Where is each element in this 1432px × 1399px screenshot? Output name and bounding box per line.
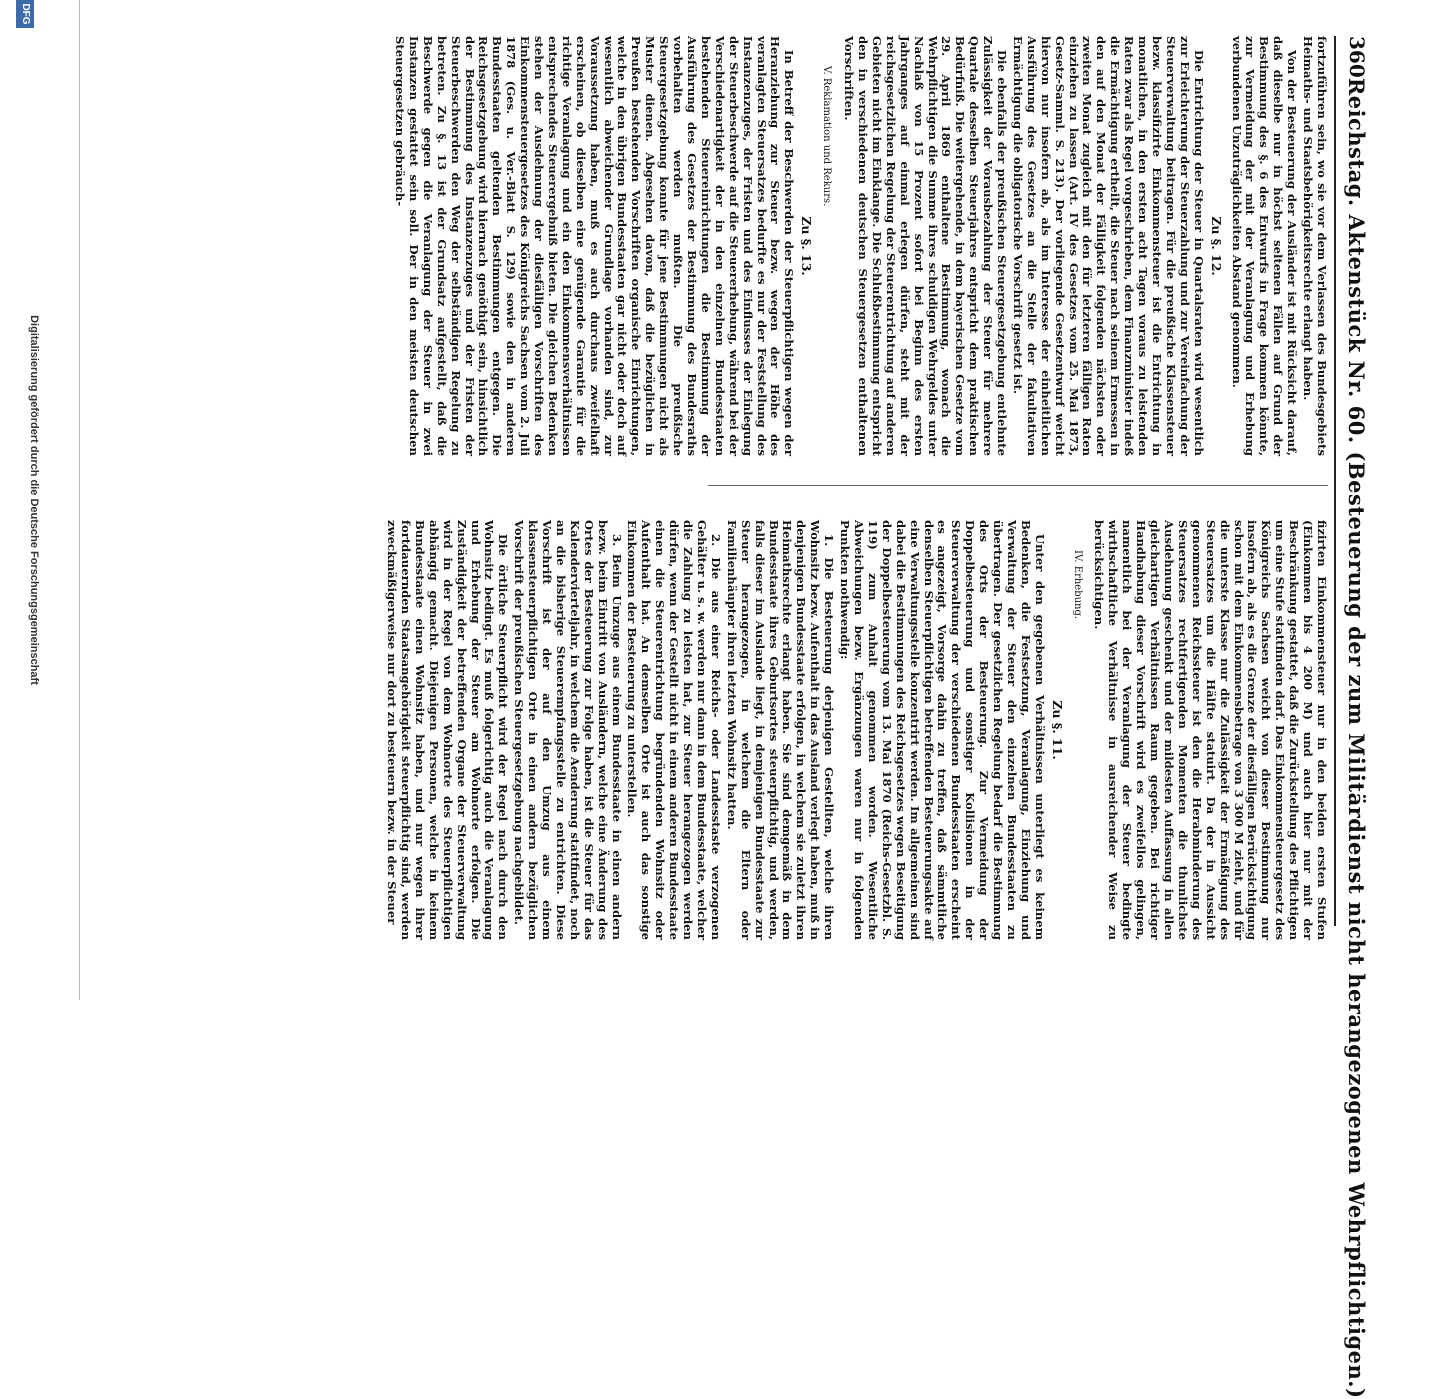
column-divider xyxy=(708,485,1328,486)
paragraph: 2. Die aus einer Reichs- oder Landesstaste verzogenen Gehälter u. s. w. werden nur dann in dem Bundesstaate, welcher die Zahlung zu leisten hat, zur Steuer herangezogen werden dürfen, wenn der Gestellt nicht in einem anderen Bundesstaate einen die Steuerentrichtung begründenden Wohnsitz oder Aufenthalt hat. An demselben Orte ist auch das sonstige Einkommen der Besteuerung zu unterstellen. xyxy=(625,520,723,940)
paragraph: fizirten Einkommensteuer nur in den beiden ersten Stufen (Einkommen bis 4 200 M) und auch hier nur mit der Beschränkung gestattet, daß die Zurückstellung des Pflichtigen um eine Stufe stattfinden darf. Das Einkommensteuergesetz des Königreichs Sachsen weicht von dieser Bestimmung nur insofern ab, als es die Grenze der diesfälligen Berücksichtigung schon mit dem Einkommensbetrage von 3 300 M zieht, und für die unterste Klasse nur die Zulässigkeit der Ermäßigung des Steuersatzes um die Hälfte statuirt. Da der in Aussicht genommenen Reichssteuer ist den die Herabminderung des Steuersatzes rechtfertigenden Momenten die thunlichste Ausdehnung geschenkt und der mildesten Auffassung in allen gleichartigen Verhältnissen Raum gegeben. Bei richtiger Handhabung dieser Vorschrift wird es zweifellos gelingen, namentlich bei der Veranlagung der Steuer bedingte wirthschaftliche Verhältnisse in ausreichender Weise zu berücksichtigen. xyxy=(1092,520,1329,940)
section-heading: Zu §. 11. xyxy=(1049,700,1065,760)
text-column-right xyxy=(390,36,1328,456)
paragraph: Unter den gegebenen Verhältnissen unterliegt es keinem Bedenken, die Festsetzung, Veranlagung, Einziehung und Verwaltung der Steuer den einzelnen Bundesstaaten zu übertragen. Der gesetzlichen Regelung bedarf die Bestimmung des Orts der Besteuerung. Zur Vermeidung der Doppelbesteuerung und sonstiger Kollisionen in der Steuerverwaltung der verschiedenen Bundesstaaten erscheint es angezeigt, Vorsorge dahin zu treffen, daß sämmtliche denselben Steuerpflichtigen betreffenden Besteuerungsakte auf eine Verwaltungsstelle konzentrirt werden. Im allgemeinen sind dabei die Bestimmungen des Reichsgesetzes wegen Beseitigung der Doppelbesteuerung vom 13. Mai 1870 (Reichs-Gesetzbl. S. 119) zum Anhalt genommen worden. Wesentliche Abweichungen bezw. Ergänzungen waren nur in folgenden Punkten nothwendig: xyxy=(838,520,1047,940)
section-heading: Zu §. 13. xyxy=(799,216,815,276)
paragraph: In Betreff der Beschwerden der Steuerpflichtigen wegen der Heranziehung zur Steuer bezw. wegen der Höhe des veranlagten Steuersatzes bedurfte es nur der Feststellung des Instanzenzuges, der Fristen und des Einflusses der Einlegung der Steuerbeschwerde auf die Steuererhebung, während bei der Verschiedenartigkeit der in den einzelnen Bundesstaaten bestehenden Steuereinrichtungen die Bestimmung der Ausführung des Gesetzes der Bestimmung des Bundesraths vorbehalten werden mußten. Die preußische Steuergesetzgebung konnte für jene Bestimmungen nicht als Muster dienen. Abgesehen davon, daß die bezüglichen in Preußen bestehenden Vorschriften organische Einrichtungen, welche in den übrigen Bundesstaaten gar nicht oder doch auf wesentlich abweichender Grundlage vorhanden sind, zur Voraussetzung haben, muß es auch durchaus zweifelhaft erscheinen, ob dieselben eine genügende Garantie für die richtige Veranlagung und ein den Einkommensverhältnissen entsprechendes Steuerergebniß bieten. Die gleichen Bedenken stehen der Ausdehnung der diesfälligen Vorschriften des Einkommensteuergesetzes des Königreichs Sachsen vom 2. Juli 1878 (Ges. u. Ver.-Blatt S. 129) sowie den in anderen Bundesstaaten geltenden Bestimmungen entgegen. Die Reichsgesetzgebung wird hiernach genöthigt sein, hinsichtlich der Bestimmung des Instanzenzuges und der Fristen der Steuerbeschwerden den Weg der selbständigen Regelung zu betreten. Zu §. 13 ist der Grundsatz aufgestellt, daß die Beschwerde gegen die Veranlagung der Steuer in zwei Instanzen gestattet sein soll. Der in den meisten deutschen Steuergesetzen gebräuch- xyxy=(393,36,797,456)
paragraph: fortzuführen sein, wo sie vor dem Verlassen des Bundesgebiets Heimaths- und Staatsbehörigkeitsrechte erlangt haben. xyxy=(1301,36,1329,456)
section-heading: Zu §. 12. xyxy=(1208,216,1224,276)
paragraph: Die Entrichtung der Steuer in Quartalsraten wird wesentlich zur Erleichterung der Steuerzahlung und zur Vereinfachung der Steuerverwaltung beitragen. Für die preußische Klassensteuer bezw. klassifizirte Einkommensteuer ist die Entrichtung in monatlichen, in den ersten acht Tagen voraus zu leistenden Raten zwar als Regel vorgeschrieben, dem Finanzminister indeß die Ermächtigung ertheilt, die Steuer nach seinem Ermessen in den auf den Monat der Fälligkeit folgenden nächsten oder zweiten Monat zugleich mit den für letzteren fälligen Raten einziehen zu lassen (Art. IV des Gesetzes vom 25. Mai 1873, Gesetz-Samml. S. 213). Der vorliegende Gesetzentwurf weicht hiervon nur insofern ab, als im Interesse der einheitlichen Ausführung des Gesetzes an die Stelle der fakultativen Ermächtigung die obligatorische Vorschrift gesetzt ist. xyxy=(1010,36,1206,456)
paragraph: 3. Beim Umzuge aus einem Bundesstaate in einen andern bezw. beim Eintritt von Ausländern, welche eine Änderung des Ortes der Besteuerung zur Folge haben, ist die Steuer für das Kalendervierteljahr, in welchem die Aenderung stattfindet, noch an die bisherige Steuerempfangsstelle zu entrichten. Diese Vorschrift ist der auf den Umzug aus einem klassensteuerpflichtigen Orte in einen andern bezüglichen Vorschrift der preußischen Steuergesetzgebung nachgebildet. xyxy=(512,520,624,940)
scan-edge xyxy=(79,0,80,1000)
text-column-left xyxy=(382,520,1328,940)
paragraph: Von der Besteuerung der Ausländer ist mit Rücksicht darauf, daß dieselbe nur in höchst seltenen Fällen auf Grund der Bestimmung des §. 6 des Entwurfs in Frage kommen könnte, zur Vermeidung der mit der Veranlagung und Erhebung verbundenen Unzuträglichkeiten Abstand genommen. xyxy=(1229,36,1300,456)
paragraph: 1. Die Besteuerung derjenigen Gestellten, welche ihren Wohnsitz bezw. Aufenthalt in das Ausland verlegt haben, muß in denjenigen Bundesstaate erfolgen, in welchem sie zuletzt ihren Heimathsrechte erlangt haben. Sie sind demgemäß in dem Bundesstaate ihres Geburtsortes steuerpflichtig, und werden, falls dieser im Auslande liegt, in demjenigen Bundesstaate zur Steuer herangezogen, in welchem die Eltern oder Familienhäupter ihren letzten Wohnsitz hatten. xyxy=(724,520,837,940)
page-title: Reichstag. Aktenstück Nr. 60. (Besteuerung der zum Militärdienst nicht herangezogenen Wehrpflichtigen.) xyxy=(1344,77,1370,1399)
page-header xyxy=(1340,36,1374,1399)
paragraph: Die örtliche Steuerpflicht wird der Regel nach durch den Wohnsitz bedingt. Es muß folgerichtig auch die Veranlagung und Erhebung der Steuer am Wohnorte erfolgen. Die Zuständigkeit der betreffenden Organe der Steuerverwaltung wird in der Regel von dem Wohnorte des Steuerpflichtigen abhängig gemacht. Diejenigen Personen, welche in keinem Bundesstaate einen Wohnsitz haben, und nur wegen ihrer fortdauernden Staatsangehörigkeit steuerpflichtig sind, werden zweckmäßigerweise nur dort zu besteuern bezw. in der Steuer xyxy=(385,520,511,940)
dfg-logo: DFG xyxy=(16,0,34,28)
header-rule xyxy=(1334,36,1336,926)
digitization-note: Digitalisierung gefördert durch die Deutsche Forschungsgemeinschaft xyxy=(28,315,40,685)
page-number: 360 xyxy=(1345,36,1369,78)
section-label: V. Reklamation und Rekurs. xyxy=(821,66,833,207)
paragraph: Die ebenfalls der preußischen Steuergesetzgebung entlehnte Zulässigkeit der Vorausbezahlung der Steuer für mehrere Quartale desselben Steuerjahres entspricht dem praktischen Bedürfniß. Die weitergehende, in dem bayerischen Gesetze vom 29. April 1869 enthaltene Bestimmung, wonach die Wehrpflichtigen die Summe ihres schuldigen Wehrgeldes unter Nachlaß von 15 Prozent sofort bei Beginn des ersten Jahrganges auf einmal erlegen dürfen, steht mit der reichsgesetzlichen Regelung der Steuerentrichtung auf anderen Gebieten nicht im Einklange. Die Schlußbestimmung entspricht den in verschiedenen deutschen Steuergesetzen enthaltenen Vorschriften. xyxy=(842,36,1010,456)
section-label: IV. Erhebung. xyxy=(1071,550,1083,620)
